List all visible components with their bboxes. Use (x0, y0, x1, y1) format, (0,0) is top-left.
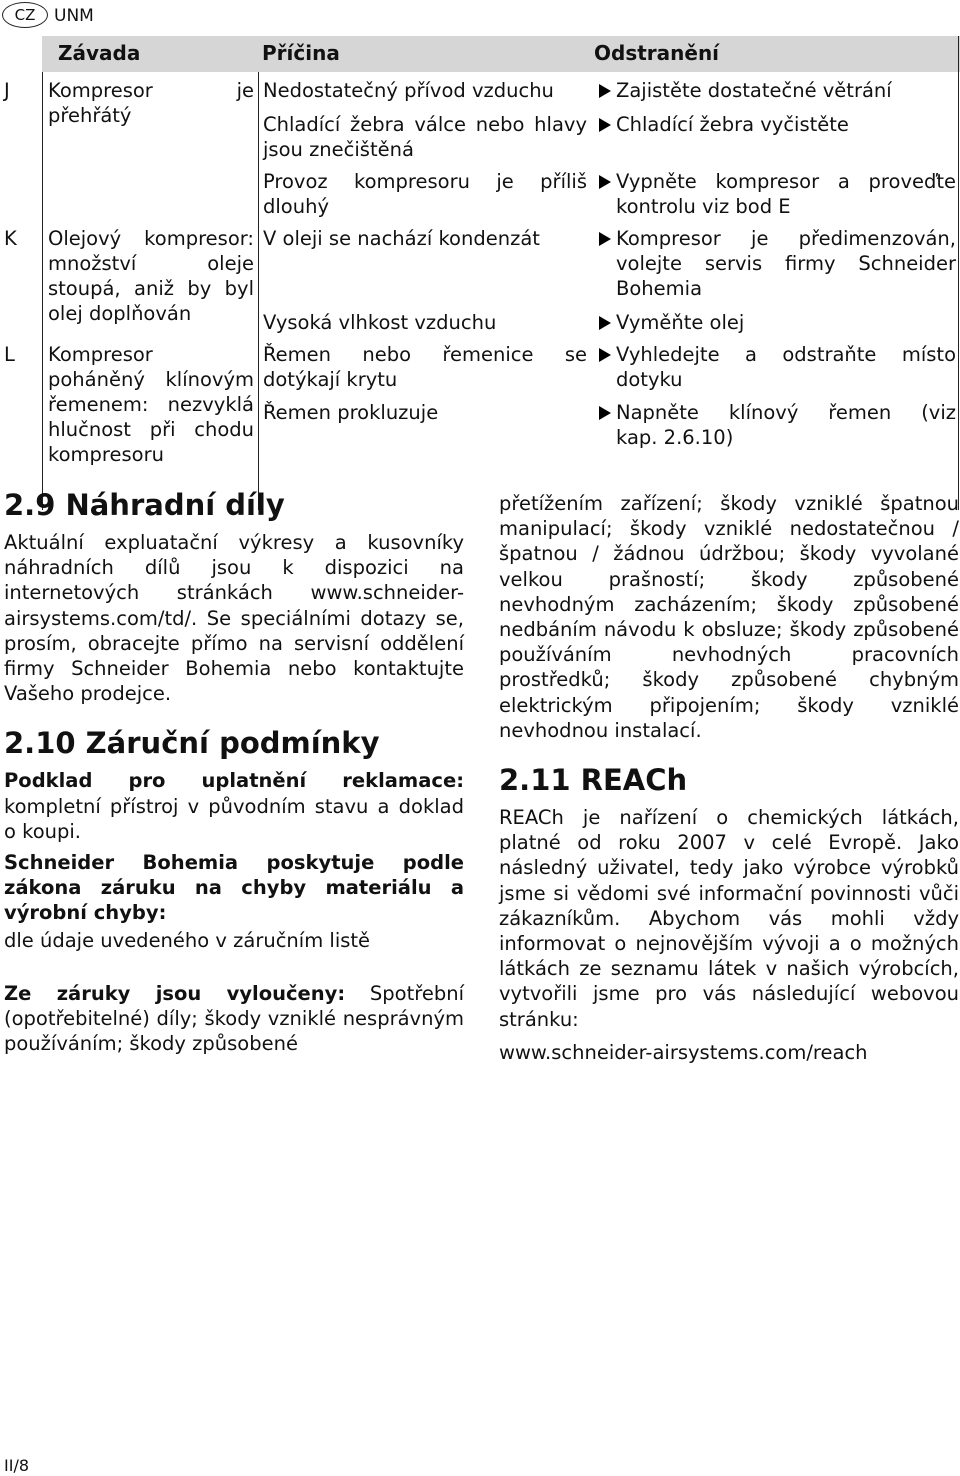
left-column (4, 488, 464, 1056)
remedy-l-2: Napněte klínový řemen (viz kap. 2.6.10) (616, 401, 956, 449)
arrow-icon (599, 84, 611, 98)
exclusions-paragraph (4, 981, 464, 1057)
table-rule-right (958, 36, 959, 510)
arrow-icon (599, 348, 611, 362)
cause-k-1: V oleji se nachází kondenzát (263, 227, 540, 250)
remedy-j-1: Zajistěte dostatečné větrání (616, 79, 892, 102)
remedy-k-2: Vyměňte olej (616, 311, 745, 334)
language-badge: CZ (2, 2, 48, 28)
page-number: II/8 (4, 1456, 30, 1475)
arrow-icon (599, 316, 611, 330)
header-remedy: Odstranění (594, 41, 720, 65)
cause-l-1: Řemen nebo řemenice se dotýkají krytu (263, 343, 587, 391)
remedy-j-3: Vypněte kompresor a proveďte kontrolu viz bod E (616, 170, 956, 218)
remedy-j-2: Chladící žebra vyčistěte (616, 113, 849, 136)
arrow-icon (599, 232, 611, 246)
row-id-j: J (4, 79, 10, 102)
header-fault: Závada (58, 41, 141, 65)
section-2-9-title: 2.9 Náhradní díly (4, 488, 285, 522)
row-id-l: L (4, 343, 15, 366)
row-id-k: K (4, 227, 17, 250)
header-cause: Příčina (262, 41, 340, 65)
exclusions-continued: přetížením zařízení; škody vzniklé špatnou manipulací; škody vzniklé nedostatečnou / špatnou / žádnou údržbou; škody vyvolané velkou prašností; škody způsobené nevhodným zacházením; škody způsobené nedbáním návodu k obsluze; škody způsobené používáním nevhodných pracovních prostředků; škody způsobené chybným elektrickým připojením; škody vzniklé nevhodnou instalací. (499, 492, 959, 742)
right-column (499, 491, 959, 1065)
remedy-l-1: Vyhledejte a odstraňte místo dotyku (616, 343, 956, 391)
fault-k: Olejový kompresor: množství oleje stoupá, aniž by byl olej doplňován (48, 227, 254, 325)
table-rule-middle (258, 72, 259, 510)
model-label: UNM (54, 6, 94, 26)
exclusions-text: Spotřební (opotřebitelné) díly; škody vzniklé nesprávným používáním; škody způsobené (4, 981, 464, 1056)
table-rule-left (42, 72, 43, 510)
arrow-icon (599, 118, 611, 132)
claim-paragraph (4, 768, 464, 844)
remedy-k-1: Kompresor je předimenzován, volejte servis firmy Schneider Bohemia (616, 227, 956, 300)
warranty-reference: dle údaje uvedeného v záručním listě (4, 928, 371, 952)
section-2-11-text: REACh je nařízení o chemických látkách, platné od roku 2007 v celé Evropě. Jako následný uživatel, tedy jako výrobce výrobků jsme si vědomi své informační povinnosti vůči zákazníkům. Abychom vás mohli vždy informovat o nejnovějším vývoji a o možných látkách ze seznamu látek v našich výrobcích, vytvořili jsme pro vás následující webovou stránku: (499, 806, 959, 1031)
arrow-icon (599, 175, 611, 189)
claim-text: kompletní přístroj v původním stavu a doklad o koupi. (4, 794, 464, 843)
arrow-icon (599, 406, 611, 420)
section-2-10-title: 2.10 Záruční podmínky (4, 726, 380, 761)
warranty-statement: Schneider Bohemia poskytuje podle zákona záruku na chyby materiálu a výrobní chyby: (4, 851, 464, 925)
claim-label: Podklad pro uplatnění reklamace: (4, 769, 464, 793)
fault-l: Kompresor poháněný klínovým řemenem: nezvyklá hlučnost při chodu kompresoru (48, 343, 254, 466)
cause-j-2: Chladící žebra válce nebo hlavy jsou znečištěná (263, 113, 587, 161)
cause-j-1: Nedostatečný přívod vzduchu (263, 79, 554, 102)
cause-k-2: Vysoká vlhkost vzduchu (263, 311, 497, 334)
exclusions-label: Ze záruky jsou vyloučeny: (4, 981, 346, 1005)
fault-j: Kompresor je přehřátý (48, 79, 254, 127)
section-2-11-title: 2.11 REACh (499, 763, 688, 798)
table-header-row (42, 36, 960, 72)
reach-url[interactable]: www.schneider-airsystems.com/reach (499, 1040, 868, 1064)
section-2-9-text: Aktuální expluatační výkresy a kusovníky náhradních dílů jsou k dispozici na internetových stránkách www.schneider-airsystems.com/td/. Se speciálními dotazy se, prosím, obracejte přímo na servisní oddělení firmy Schneider Bohemia nebo kontaktujte Vašeho prodejce. (4, 531, 464, 706)
cause-j-3: Provoz kompresoru je příliš dlouhý (263, 170, 587, 218)
cause-l-2: Řemen prokluzuje (263, 401, 439, 424)
